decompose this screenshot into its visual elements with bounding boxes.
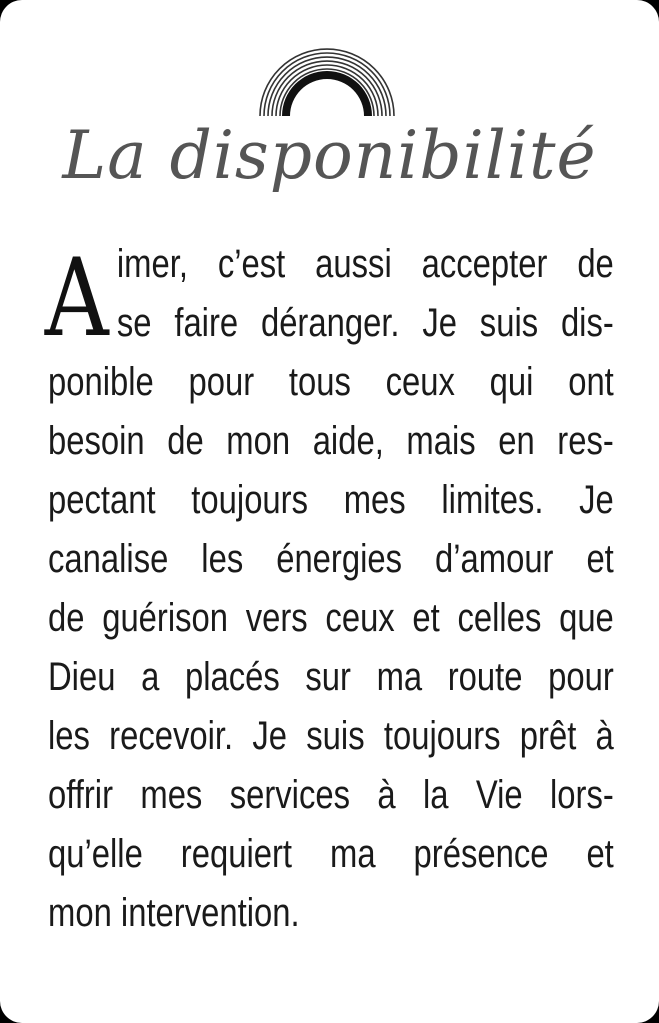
body-line: les recevoir. Je suis toujours prêt à (48, 714, 614, 758)
rainbow-arch-icon (252, 38, 402, 118)
body-line: qu’elle requiert ma présence et (48, 832, 614, 876)
body-line: canalise les énergies d’amour et (48, 537, 614, 581)
body-line: imer, c’est aussi accepter de (116, 242, 614, 286)
body-line: Dieu a placés sur ma route pour (48, 655, 614, 699)
card-title: La disponibilité (62, 117, 597, 194)
body-line: pectant toujours mes limites. Je (48, 478, 614, 522)
drop-cap: A (44, 236, 109, 361)
body-line: offrir mes services à la Vie lors- (48, 773, 614, 817)
card-body (44, 235, 614, 943)
body-line: mon intervention. (48, 891, 300, 935)
body-line: besoin de mon aide, mais en res- (48, 419, 614, 463)
body-line: ponible pour tous ceux qui ont (48, 360, 614, 404)
body-line: de guérison vers ceux et celles que (48, 596, 614, 640)
body-line: se faire déranger. Je suis dis- (116, 301, 614, 345)
